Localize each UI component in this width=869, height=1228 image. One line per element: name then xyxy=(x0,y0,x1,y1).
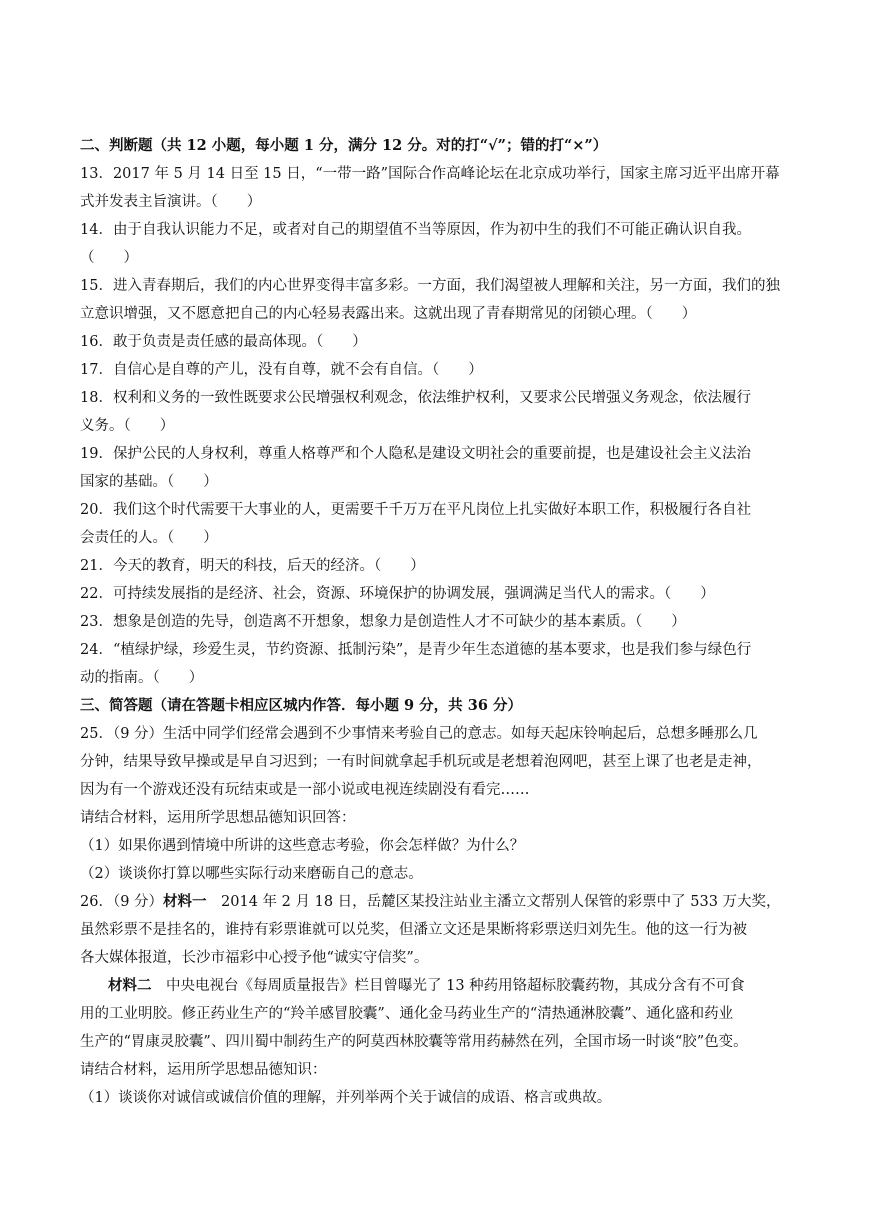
question-13-line-2: 式并发表主旨演讲。（ ） xyxy=(80,194,262,210)
material-1-text: 2014 年 2 月 18 日，岳麓区某投注站业主潘立文帮别人保管的彩票中了 533 万大奖， xyxy=(206,894,781,910)
question-15-line-2: 立意识增强，又不愿意把自己的内心轻易表露出来。这就出现了青春期常见的闭锁心理。（ ） xyxy=(80,306,697,322)
question-26-line-1 xyxy=(80,888,792,916)
section-2-heading: 二、判断题（共 12 小题，每小题 1 分，满分 12 分。对的打“√”；错的打“×”） xyxy=(80,137,608,154)
question-26-prompt: 请结合材料，运用所学思想品德知识： xyxy=(80,1062,327,1078)
question-14-line-2: （ ） xyxy=(80,250,138,266)
material-2-label: 材料二 xyxy=(108,977,152,994)
question-14-line-1: 14．由于自我认识能力不足，或者对自己的期望值不当等原因，作为初中生的我们不可能正确认识自我。 xyxy=(80,222,751,238)
question-22: 22．可持续发展指的是经济、社会，资源、环境保护的协调发展，强调满足当代人的需求。（ ） xyxy=(80,586,715,602)
question-25-line-2: 分钟，结果导致早操或是早自习迟到；一有时间就拿起手机玩或是老想着泡网吧，甚至上课了也老是走神， xyxy=(80,754,762,770)
question-21: 21．今天的教育，明天的科技，后天的经济。（ ） xyxy=(80,558,425,574)
material-2-text: 中央电视台《每周质量报告》栏目曾曝光了 13 种药用铬超标胶囊药物，其成分含有不可食 xyxy=(151,978,745,994)
material-2-line-3: 生产的“胃康灵胶囊”、四川蜀中制药生产的阿莫西林胶囊等常用药赫然在列，全国市场一时谈“胶”色变。 xyxy=(80,1034,748,1050)
question-20-line-2: 会责任的人。（ ） xyxy=(80,530,218,546)
question-26-sub-1: （1）谈谈你对诚信或诚信价值的理解，并列举两个关于诚信的成语、格言或典故。 xyxy=(80,1090,612,1106)
section-3-heading: 三、简答题（请在答题卡相应区城内作答．每小题 9 分，共 36 分） xyxy=(80,697,522,714)
question-13-line-1: 13．2017 年 5 月 14 日至 15 日，“一带一路”国际合作高峰论坛在北京成功举行，国家主席习近平出席开幕 xyxy=(80,166,780,182)
question-15-line-1: 15．进入青春期后，我们的内心世界变得丰富多彩。一方面，我们渴望被人理解和关注，另一方面，我们的独 xyxy=(80,278,780,294)
exam-page xyxy=(80,132,792,1112)
question-25-sub-2: （2）谈谈你打算以哪些实际行动来磨砺自己的意志。 xyxy=(80,866,423,882)
question-19-line-1: 19．保护公民的人身权利，尊重人格尊严和个人隐私是建设文明社会的重要前提，也是建设社会主义法治 xyxy=(80,446,751,462)
question-18-line-1: 18．权利和义务的一致性既要求公民增强权利观念，依法维护权利，又要求公民增强义务观念，依法履行 xyxy=(80,390,751,406)
question-24-line-2: 动的指南。（ ） xyxy=(80,670,204,686)
question-25-prompt: 请结合材料，运用所学思想品德知识回答： xyxy=(80,810,356,826)
question-25-sub-1: （1）如果你遇到情境中所讲的这些意志考验，你会怎样做？为什么？ xyxy=(80,838,525,854)
material-1-label: 材料一 xyxy=(163,893,207,910)
material-2-line-1 xyxy=(80,972,792,1000)
question-17: 17．自信心是自尊的产儿，没有自尊，就不会有自信。（ ） xyxy=(80,362,483,378)
question-23: 23．想象是创造的先导，创造离不开想象，想象力是创造性人才不可缺少的基本素质。（ ） xyxy=(80,614,686,630)
question-25-line-3: 因为有一个游戏还没有玩结束或是一部小说或电视连续剧没有看完…… xyxy=(80,782,530,798)
question-26-line-3: 各大媒体报道，长沙市福彩中心授予他“诚实守信奖”。 xyxy=(80,950,429,966)
question-19-line-2: 国家的基础。（ ） xyxy=(80,474,218,490)
question-20-line-1: 20．我们这个时代需要干大事业的人，更需要千千万万在平凡岗位上扎实做好本职工作，积极履行各自社 xyxy=(80,502,751,518)
question-26-prefix: 26．（9 分） xyxy=(80,894,164,910)
question-25-line-1: 25．（9 分）生活中同学们经常会遇到不少事情来考验自己的意志。如每天起床铃响起后，总想多睡那么几 xyxy=(80,726,758,742)
question-26-line-2: 虽然彩票不是挂名的，谁持有彩票谁就可以兑奖，但潘立文还是果断将彩票送归刘先生。他的这一行为被 xyxy=(80,922,747,938)
question-18-line-2: 义务。（ ） xyxy=(80,418,175,434)
material-2-line-2: 用的工业明胶。修正药业生产的“羚羊感冒胶囊”、通化金马药业生产的“清热通淋胶囊”、通化盛和药业 xyxy=(80,1006,734,1022)
question-24-line-1: 24．“植绿护绿，珍爱生灵，节约资源、抵制污染”，是青少年生态道德的基本要求，也是我们参与绿色行 xyxy=(80,642,752,658)
question-16: 16．敢于负责是责任感的最高体现。（ ） xyxy=(80,334,367,350)
